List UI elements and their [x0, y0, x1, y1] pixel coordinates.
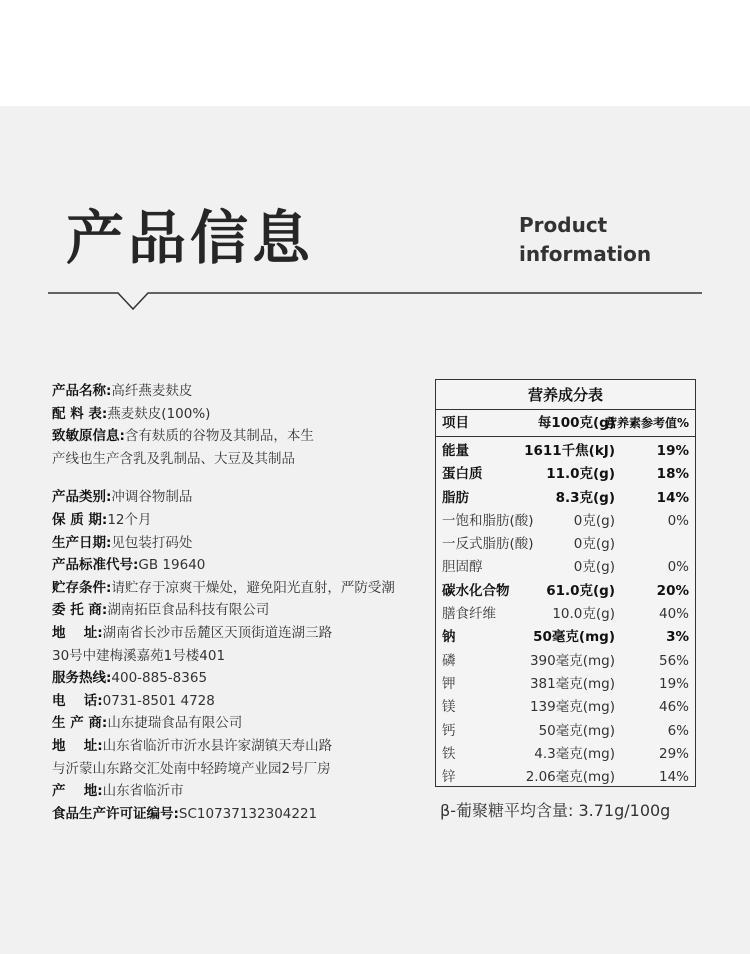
info-row: [52, 448, 427, 471]
info-row: [52, 780, 427, 803]
nutrient-name: 钙: [442, 722, 456, 739]
title-chinese: 产品信息: [66, 204, 315, 272]
info-label: 地 址:: [52, 624, 103, 641]
nutrition-row: [436, 650, 695, 673]
nutrient-amount: 1611千焦(kJ): [524, 443, 615, 459]
info-label: 产品标准代号:: [52, 557, 139, 574]
nutrient-amount: 8.3克(g): [555, 489, 615, 506]
nutrient-name: 钾: [442, 675, 456, 692]
info-value: 高纤燕麦麸皮: [111, 383, 193, 399]
nutrient-nrv: 19%: [656, 443, 689, 459]
nutrition-row: [436, 580, 695, 603]
info-value: 湖南省长沙市岳麓区天顶街道连湖三路: [102, 624, 333, 641]
info-label: 产品类别:: [52, 489, 112, 506]
info-row: [52, 645, 427, 668]
nutrient-nrv: 6%: [667, 722, 689, 739]
info-value: 0731-8501 4728: [102, 692, 215, 709]
info-label: 贮存条件:: [52, 579, 112, 596]
header-nrv: 营养素参考值%: [604, 416, 689, 430]
notched-divider: [48, 292, 702, 312]
info-row: [52, 403, 427, 426]
nutrient-nrv: 20%: [656, 582, 689, 599]
nutrient-amount: 0克(g): [573, 559, 615, 576]
info-row: [52, 509, 427, 532]
nutrient-nrv: 0%: [667, 512, 689, 529]
header-per100: 每100克(g): [537, 415, 615, 431]
nutrient-name: 胆固醇: [442, 559, 483, 576]
nutrient-amount: 381毫克(mg): [529, 675, 615, 692]
info-label: 电 话:: [52, 692, 103, 709]
nutrition-row: [436, 556, 695, 579]
nutrition-facts-table: [435, 379, 696, 787]
nutrient-nrv: 3%: [666, 629, 689, 646]
info-label: 配 料 表:: [52, 405, 108, 422]
nutrient-amount: 11.0克(g): [546, 466, 615, 483]
nutrient-name: 膳食纤维: [442, 606, 496, 623]
nutrient-name: 磷: [442, 652, 456, 669]
nutrient-name: 脂肪: [442, 489, 469, 506]
info-value: 产线也生产含乳及乳制品、大豆及其制品: [52, 450, 295, 467]
info-row: [52, 690, 427, 713]
info-value: 30号中建梅溪嘉苑1号楼401: [52, 647, 226, 664]
info-row: [52, 425, 427, 448]
info-value: 含有麸质的谷物及其制品，本生: [124, 428, 314, 445]
nutrient-name: 钠: [442, 629, 456, 646]
nutrient-name: 镁: [442, 699, 456, 716]
info-value: 冲调谷物制品: [111, 489, 193, 506]
nutrition-row: [436, 463, 695, 486]
product-info-list: [52, 380, 427, 825]
info-value: 湖南拓臣食品科技有限公司: [107, 602, 270, 619]
nutrient-amount: 0克(g): [573, 536, 615, 553]
info-label: 服务热线:: [52, 670, 112, 687]
info-value: 山东省临沂市沂水县许家湖镇天寿山路: [102, 737, 333, 754]
nutrient-nrv: 14%: [656, 489, 689, 506]
info-row: [52, 667, 427, 690]
nutrient-name: 碳水化合物: [442, 582, 510, 599]
info-value: 400-885-8365: [111, 670, 208, 687]
nutrition-row: [436, 533, 695, 556]
info-row: [52, 486, 427, 509]
nutrient-amount: 0克(g): [573, 512, 615, 529]
nutrition-row: [436, 766, 695, 789]
nutrient-nrv: 18%: [656, 466, 689, 483]
nutrition-table-header: [436, 410, 695, 437]
nutrient-amount: 2.06毫克(mg): [525, 769, 615, 786]
info-row: [52, 554, 427, 577]
info-row: [52, 735, 427, 758]
info-label: 食品生产许可证编号:: [52, 805, 179, 822]
nutrient-amount: 390毫克(mg): [529, 652, 615, 669]
info-label: 产品名称:: [52, 383, 112, 399]
nutrition-row: [436, 510, 695, 533]
info-label: 生产日期:: [52, 534, 112, 551]
beta-glucan-content: β-葡聚糖平均含量: 3.71g/100g: [440, 801, 671, 820]
info-value: 请贮存于凉爽干燥处，避免阳光直射，严防受潮: [111, 579, 395, 596]
nutrient-nrv: 40%: [658, 606, 689, 623]
nutrition-row: [436, 487, 695, 510]
title-english-line1: Product: [519, 213, 608, 237]
nutrition-row: [436, 673, 695, 696]
info-row: [52, 532, 427, 555]
info-row: [52, 577, 427, 600]
top-blank-area: [0, 0, 750, 106]
info-label: 生 产 商:: [52, 715, 108, 732]
nutrient-name: 铁: [442, 745, 456, 762]
info-label: 致敏原信息:: [52, 428, 125, 445]
nutrient-name: 能量: [442, 443, 469, 459]
nutrient-amount: 61.0克(g): [546, 582, 615, 599]
info-label: 产 地:: [52, 783, 103, 800]
nutrient-name: 蛋白质: [442, 466, 483, 483]
nutrition-row: [436, 720, 695, 743]
nutrition-row: [436, 440, 695, 463]
nutrient-name: 锌: [442, 769, 456, 786]
info-row: [52, 380, 427, 403]
nutrition-row: [436, 603, 695, 626]
nutrition-row: [436, 743, 695, 766]
nutrient-name: 一饱和脂肪(酸): [442, 512, 534, 529]
nutrient-nrv: 0%: [667, 559, 689, 576]
info-value: 12个月: [107, 511, 152, 528]
nutrient-nrv: 29%: [658, 745, 689, 762]
info-value: 燕麦麸皮(100%): [107, 405, 211, 422]
nutrient-nrv: 19%: [658, 675, 689, 692]
nutrient-amount: 4.3毫克(mg): [534, 745, 615, 762]
nutrition-row: [436, 626, 695, 649]
info-value: 山东省临沂市: [102, 783, 184, 800]
info-label: 保 质 期:: [52, 511, 108, 528]
info-row: [52, 758, 427, 781]
info-row: [52, 712, 427, 735]
nutrient-nrv: 56%: [658, 652, 689, 669]
info-value: SC10737132304221: [178, 805, 318, 822]
nutrition-row: [436, 696, 695, 719]
title-english: [519, 211, 651, 269]
title-english-line2: information: [519, 242, 652, 266]
info-value: 山东捷瑞食品有限公司: [107, 715, 243, 732]
nutrient-amount: 139毫克(mg): [529, 699, 615, 716]
nutrient-amount: 50毫克(mg): [533, 629, 615, 646]
info-value: 见包装打码处: [111, 534, 193, 551]
nutrient-nrv: 14%: [658, 769, 689, 786]
header-item: 项目: [442, 415, 469, 431]
info-value: 与沂蒙山东路交汇处南中轻跨境产业园2号厂房: [52, 760, 331, 777]
nutrition-table-title: 营养成分表: [436, 380, 695, 410]
info-value: GB 19640: [138, 557, 206, 574]
info-row: [52, 599, 427, 622]
info-label: 地 址:: [52, 737, 103, 754]
nutrient-amount: 50毫克(mg): [538, 722, 615, 739]
info-row: [52, 803, 427, 826]
nutrient-amount: 10.0克(g): [552, 606, 615, 623]
nutrient-nrv: 46%: [658, 699, 689, 716]
info-row: [52, 622, 427, 645]
info-label: 委 托 商:: [52, 602, 108, 619]
nutrient-name: 一反式脂肪(酸): [442, 536, 534, 553]
